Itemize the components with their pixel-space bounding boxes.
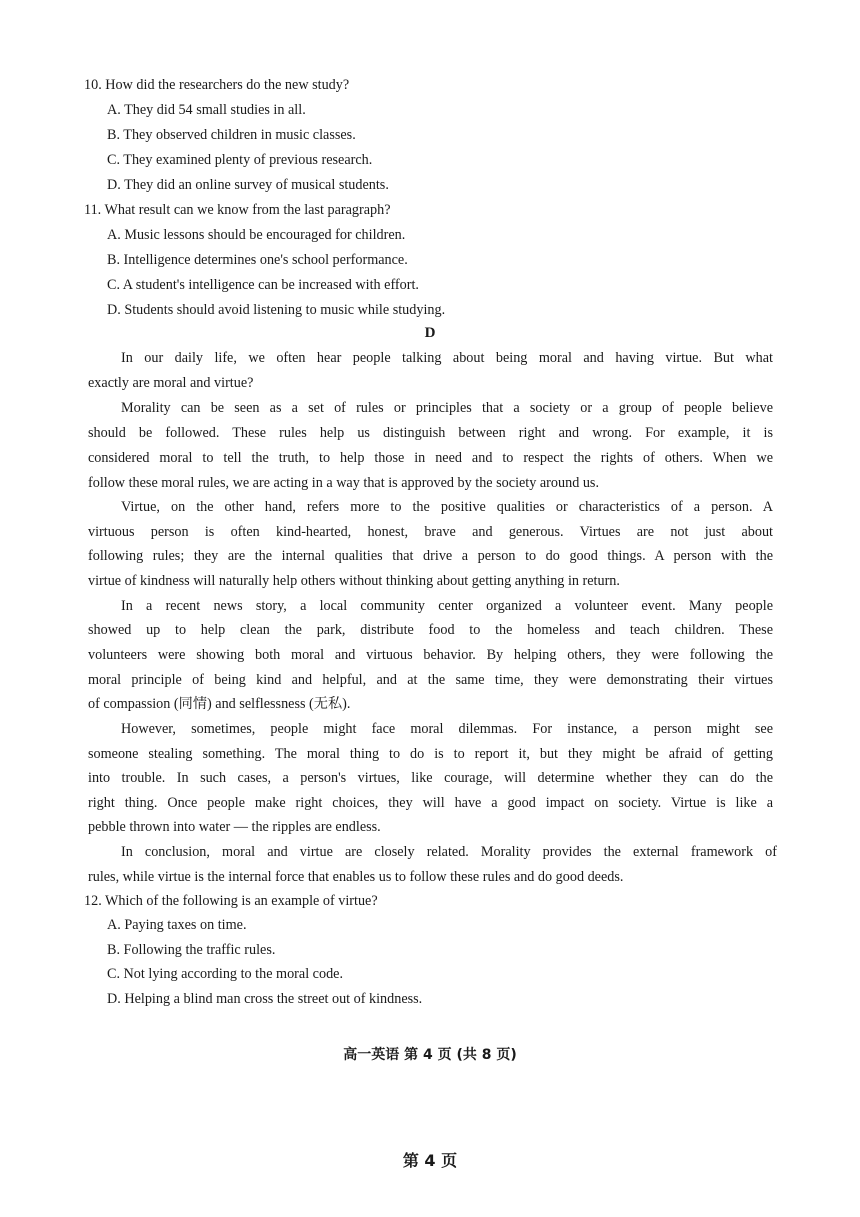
passage-paragraph-2-line-4: follow these moral rules, we are acting in a way that is approved by the society around us. [88,475,599,491]
passage-paragraph-2-line-2: should be followed. These rules help us distinguish between right and wrong. For example, it is [88,425,773,441]
passage-paragraph-1-line-2: exactly are moral and virtue? [88,375,254,391]
passage-paragraph-3-line-3: following rules; they are the internal qualities that drive a person to do good things. A person with the [88,548,773,564]
question-12-stem: 12. Which of the following is an example of virtue? [84,893,378,909]
question-11-stem: 11. What result can we know from the last paragraph? [84,202,391,218]
question-10-option-c: C. They examined plenty of previous research. [107,152,373,168]
question-10-option-b: B. They observed children in music classes. [107,127,356,143]
page-footer: 高一英语 第 4 页 (共 8 页) [343,1047,517,1063]
question-12-option-d: D. Helping a blind man cross the street out of kindness. [107,991,423,1007]
passage-paragraph-3-line-2: virtuous person is often kind-hearted, honest, brave and generous. Virtues are not just about [88,524,773,540]
passage-paragraph-2-line-3: considered moral to tell the truth, to help those in need and to respect the rights of others. When we [88,450,773,466]
passage-paragraph-4-line-4: moral principle of being kind and helpful, and at the same time, they were demonstrating their virtues [88,672,773,688]
passage-paragraph-4-line-1: In a recent news story, a local community center organized a volunteer event. Many people [121,598,773,614]
passage-paragraph-5-line-1: However, sometimes, people might face moral dilemmas. For instance, a person might see [121,721,773,737]
passage-paragraph-5-line-4: right thing. Once people make right choices, they will have a good impact on society. Virtue is like a [88,795,773,811]
passage-paragraph-5-line-2: someone stealing something. The moral thing to do is to report it, but they might be afraid of getting [88,746,773,762]
question-12-option-a: A. Paying taxes on time. [107,917,247,933]
page-number: 第 4 页 [402,1151,458,1170]
passage-paragraph-1-line-1: In our daily life, we often hear people talking about being moral and having virtue. But what [121,350,773,366]
question-11-option-b: B. Intelligence determines one's school performance. [107,252,408,268]
passage-paragraph-3-line-4: virtue of kindness will naturally help others without thinking about getting anything in return. [88,573,620,589]
question-10-option-a: A. They did 54 small studies in all. [107,102,306,118]
section-heading: D [424,325,436,341]
question-10-stem: 10. How did the researchers do the new study? [84,77,350,93]
question-11-option-c: C. A student's intelligence can be increased with effort. [107,277,419,293]
passage-paragraph-6-line-1: In conclusion, moral and virtue are closely related. Morality provides the external framework of [121,844,777,860]
passage-paragraph-6-line-2: rules, while virtue is the internal force that enables us to follow these rules and do good deeds. [88,869,624,885]
passage-paragraph-4-line-5: of compassion (同情) and selflessness (无私). [88,696,351,712]
passage-paragraph-3-line-1: Virtue, on the other hand, refers more to the positive qualities or characteristics of a person. A [121,499,773,515]
question-12-option-b: B. Following the traffic rules. [107,942,276,958]
question-11-option-d: D. Students should avoid listening to music while studying. [107,302,446,318]
passage-paragraph-4-line-3: volunteers were showing both moral and virtuous behavior. By helping others, they were following the [88,647,773,663]
passage-paragraph-5-line-5: pebble thrown into water — the ripples are endless. [88,819,381,835]
question-11-option-a: A. Music lessons should be encouraged for children. [107,227,406,243]
question-10-option-d: D. They did an online survey of musical students. [107,177,389,193]
passage-paragraph-4-line-2: showed up to help clean the park, distribute food to the homeless and teach children. These [88,622,773,638]
question-12-option-c: C. Not lying according to the moral code. [107,966,344,982]
passage-paragraph-2-line-1: Morality can be seen as a set of rules or principles that a society or a group of people believe [121,400,773,416]
passage-paragraph-5-line-3: into trouble. In such cases, a person's virtues, like courage, will determine whether they can do the [88,770,773,786]
